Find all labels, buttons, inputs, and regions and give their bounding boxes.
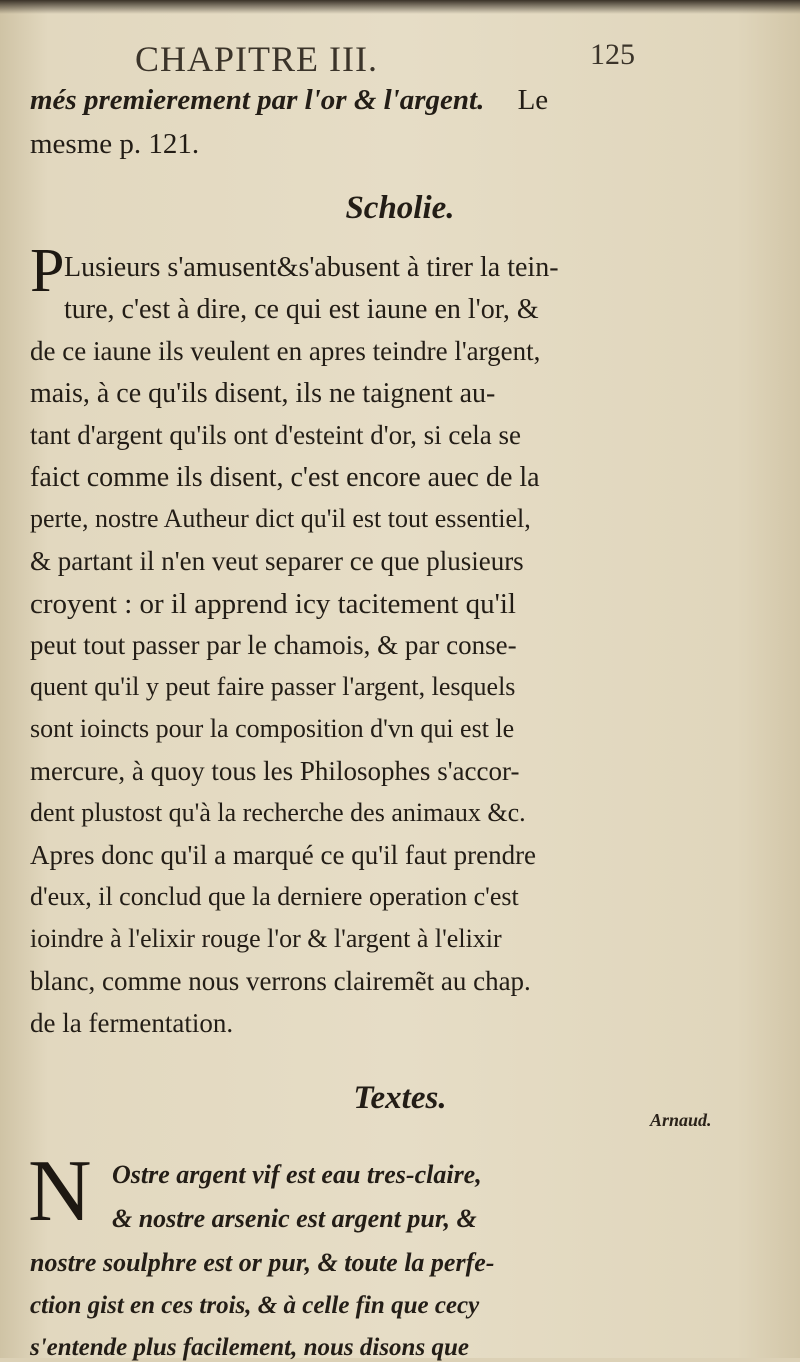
scholie-line: de ce iaune ils veulent en apres teindre l'argent, bbox=[30, 336, 541, 366]
scholie-line: Lusieurs s'amusent&s'abusent à tirer la tein- bbox=[64, 252, 559, 283]
margin-note-arnaud: Arnaud. bbox=[650, 1110, 712, 1130]
scholie-line: mais, à ce qu'ils disent, ils ne taignent au- bbox=[30, 378, 496, 409]
scholie-line: peut tout passer par le chamois, & par conse- bbox=[30, 630, 517, 660]
scholie-line: quent qu'il y peut faire passer l'argent, lesquels bbox=[30, 672, 516, 701]
page-number: 125 bbox=[590, 38, 635, 71]
scholie-heading: Scholie. bbox=[345, 190, 455, 226]
opening-tail-text: Le bbox=[517, 84, 549, 116]
scholie-line: de la fermentation. bbox=[30, 1008, 234, 1038]
scholie-line: sont ioincts pour la composition d'vn qui est le bbox=[30, 714, 515, 743]
scholie-line: mercure, à quoy tous les Philosophes s'accor- bbox=[30, 756, 520, 786]
scholie-line: croyent : or il apprend icy tacitement qu'il bbox=[30, 588, 516, 620]
scholie-line: ture, c'est à dire, ce qui est iaune en l'or, & bbox=[64, 294, 539, 325]
scholie-line: faict comme ils disent, c'est encore auec de la bbox=[30, 462, 540, 493]
textes-line: & nostre arsenic est argent pur, & bbox=[112, 1204, 477, 1233]
scholie-line: tant d'argent qu'ils ont d'esteint d'or, si cela se bbox=[30, 420, 522, 450]
textes-line: ction gist en ces trois, & à celle fin que cecy bbox=[30, 1292, 480, 1319]
scholie-line: blanc, comme nous verrons clairemẽt au chap. bbox=[30, 966, 531, 996]
textes-line: nostre soulphre est or pur, & toute la perfe- bbox=[30, 1248, 495, 1277]
textes-line: s'entende plus facilement, nous disons que bbox=[30, 1334, 469, 1361]
scholie-dropcap: P bbox=[30, 237, 65, 305]
opening-italic-text: més premierement par l'or & l'argent. bbox=[30, 84, 485, 116]
textes-dropcap: N bbox=[28, 1143, 92, 1240]
textes-heading: Textes. bbox=[353, 1080, 447, 1116]
scholie-line: dent plustost qu'à la recherche des animaux &c. bbox=[30, 798, 526, 827]
scholie-line: ioindre à l'elixir rouge l'or & l'argent à l'elixir bbox=[30, 924, 502, 953]
textes-line: Ostre argent vif est eau tres-claire, bbox=[112, 1160, 482, 1189]
chapter-title: CHAPITRE III. bbox=[135, 39, 378, 79]
scholie-line: & partant il n'en veut separer ce que plusieurs bbox=[30, 546, 524, 576]
scholie-line: d'eux, il conclud que la derniere operation c'est bbox=[30, 882, 519, 911]
opening-line-2: mesme p. 121. bbox=[30, 128, 200, 160]
scholie-line: Apres donc qu'il a marqué ce qu'il faut prendre bbox=[30, 840, 537, 870]
scholie-line: perte, nostre Autheur dict qu'il est tout essentiel, bbox=[30, 504, 531, 533]
